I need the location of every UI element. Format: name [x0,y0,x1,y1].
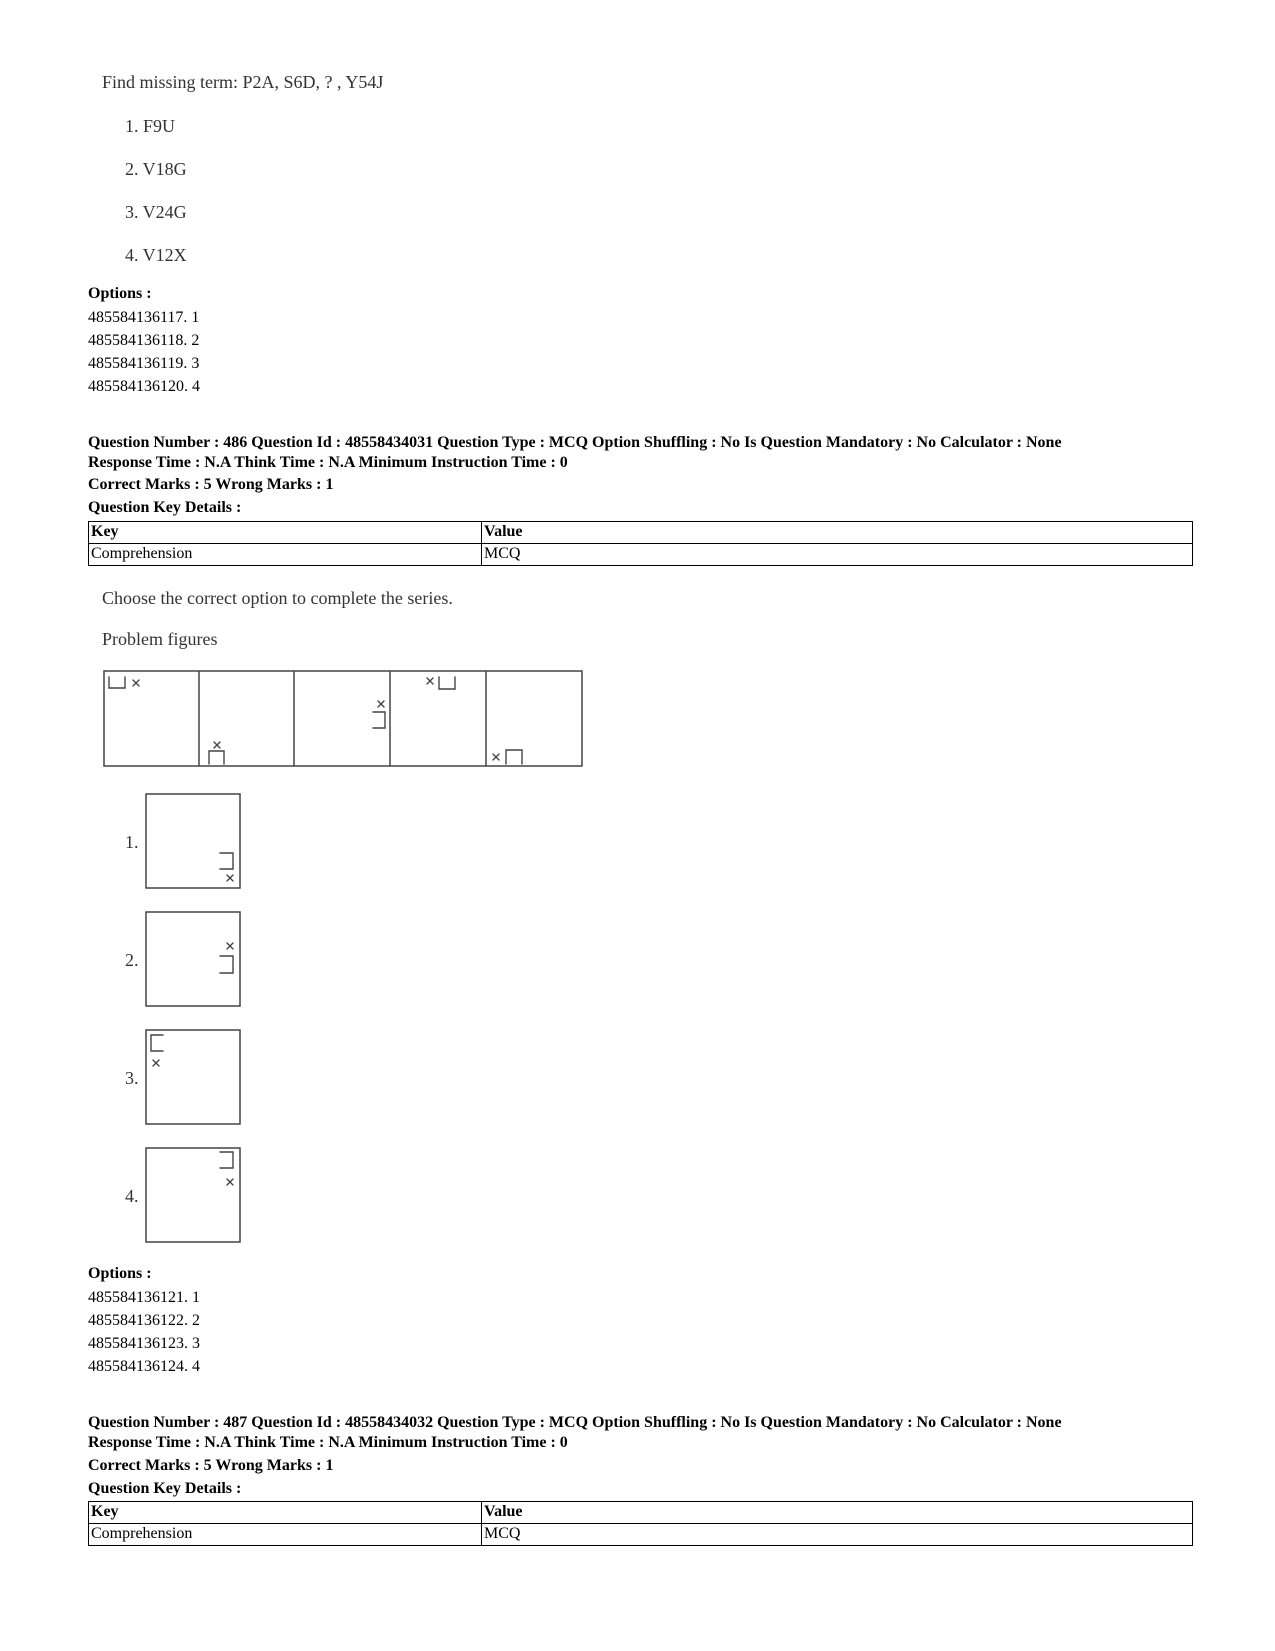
cross-mark [153,1060,159,1066]
question-text: Find missing term: P2A, S6D, ? , Y54J [102,72,384,92]
answer-figure-2 [145,911,242,1008]
bracket-shape [109,677,125,688]
bracket-shape [220,956,233,973]
option-row: 485584136123. 3 [88,1335,200,1352]
cross-mark [227,1179,233,1185]
question-meta-timing: Response Time : N.A Think Time : N.A Minimum Instruction Time : 0 [88,454,568,471]
table-cell-key: Comprehension [89,1524,482,1546]
options-title: Options : [88,285,152,302]
bracket-shape [151,1035,163,1051]
question-meta: Question Number : 486 Question Id : 48558434031 Question Type : MCQ Option Shuffling : No Is Question Mandatory : No Calculator : None [88,434,1062,451]
choice-2: 2. V18G [125,159,187,179]
option-row: 485584136124. 4 [88,1358,200,1375]
answer-label-3: 3. [125,1068,139,1088]
answer-label-4: 4. [125,1186,139,1206]
table-cell-key: Comprehension [89,544,482,566]
question-marks: Correct Marks : 5 Wrong Marks : 1 [88,1457,334,1474]
cross-mark [227,875,233,881]
cross-mark [427,678,433,684]
bracket-shape [220,1152,233,1168]
cross-mark [378,701,384,707]
answer-label-1: 1. [125,832,139,852]
question-marks: Correct Marks : 5 Wrong Marks : 1 [88,476,334,493]
option-row: 485584136122. 2 [88,1312,200,1329]
choice-1: 1. F9U [125,116,176,136]
bracket-shape [373,712,385,728]
problem-figures-label: Problem figures [102,629,218,649]
table-header-key: Key [89,1502,482,1524]
choice-4: 4. V12X [125,245,187,265]
cross-mark [227,943,233,949]
bracket-shape [506,750,522,764]
key-details-table [88,1501,1193,1546]
option-row: 485584136117. 1 [88,309,200,326]
options-title: Options : [88,1265,152,1282]
cross-mark [493,754,499,760]
problem-figures [103,670,584,768]
table-header-value: Value [482,1502,1193,1524]
table-header-value: Value [482,522,1193,544]
cross-mark [214,742,220,748]
bracket-shape [439,677,455,689]
table-cell-value: MCQ [482,1524,1193,1546]
key-details-table [88,521,1193,566]
key-details-title: Question Key Details : [88,1480,242,1497]
question-meta-timing: Response Time : N.A Think Time : N.A Minimum Instruction Time : 0 [88,1434,568,1451]
option-row: 485584136120. 4 [88,378,200,395]
answer-label-2: 2. [125,950,139,970]
instruction-text: Choose the correct option to complete the series. [102,588,453,608]
bracket-shape [220,853,233,869]
table-cell-value: MCQ [482,544,1193,566]
bracket-shape [209,751,224,764]
table-header-key: Key [89,522,482,544]
option-row: 485584136118. 2 [88,332,200,349]
key-details-title: Question Key Details : [88,499,242,516]
answer-figure-4 [145,1147,242,1244]
question-meta: Question Number : 487 Question Id : 48558434032 Question Type : MCQ Option Shuffling : No Is Question Mandatory : No Calculator : None [88,1414,1062,1431]
answer-figure-1 [145,793,242,890]
choice-3: 3. V24G [125,202,187,222]
answer-figure-3 [145,1029,242,1126]
option-row: 485584136119. 3 [88,355,200,372]
cross-mark [133,680,139,686]
option-row: 485584136121. 1 [88,1289,200,1306]
